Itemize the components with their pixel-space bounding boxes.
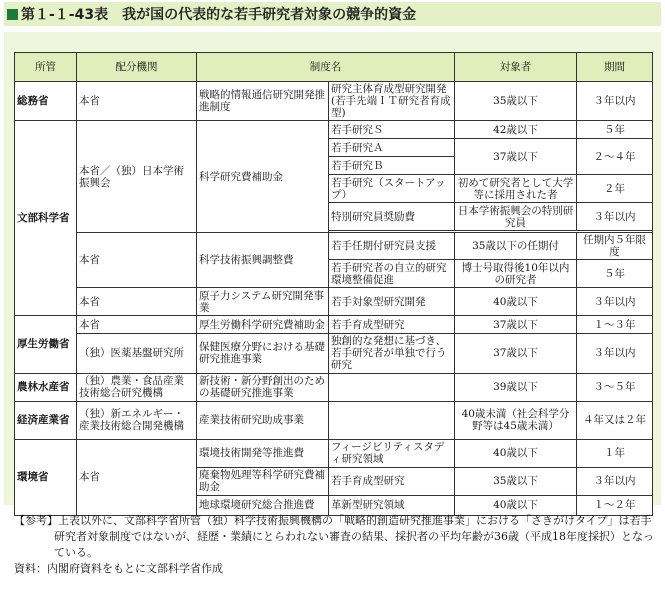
target-cell: 35歳以下の任期付 xyxy=(455,233,577,260)
title-text: 第１-１-43表 我が国の代表的な若手研究者対象の競争的資金 xyxy=(21,7,417,23)
target-cell: 35歳以下 xyxy=(455,467,577,495)
period-cell: ３～５年 xyxy=(577,373,653,401)
period-cell: ５年 xyxy=(577,121,653,139)
subprogram-cell: 特別研究員奨励費 xyxy=(329,203,455,231)
period-cell: ２年 xyxy=(577,175,653,203)
table-header-row xyxy=(15,53,653,82)
table-row xyxy=(15,233,653,260)
table-title xyxy=(4,2,661,26)
period-cell: １～２年 xyxy=(577,495,653,515)
period-cell: ３年以内 xyxy=(577,288,653,316)
target-cell: 39歳以下 xyxy=(455,373,577,401)
target-cell: 日本学術振興会の特別研究員 xyxy=(455,203,577,231)
subprogram-cell: 若手任期付研究員支援 xyxy=(329,233,455,260)
agency-cell: 本省 xyxy=(77,439,197,515)
program-cell: 原子力システム研究開発事業 xyxy=(197,288,329,316)
program-cell: 地球環境研究総合推進費 xyxy=(197,495,329,515)
header-program: 制度名 xyxy=(197,53,455,82)
ministry-cell: 総務省 xyxy=(15,82,77,121)
table-row xyxy=(15,316,653,334)
subprogram-cell: 若手研究Ｓ xyxy=(329,121,455,139)
subprogram-cell: フィージビリティスタディ研究領域 xyxy=(329,439,455,467)
period-cell: １年 xyxy=(577,439,653,467)
table-row xyxy=(15,334,653,373)
table-row xyxy=(15,82,653,121)
ministry-cell: 文部科学省 xyxy=(15,121,77,316)
program-cell: 産業技術研究助成事業 xyxy=(197,401,329,439)
ministry-cell: 環境省 xyxy=(15,439,77,515)
subprogram-cell: 若手育成型研究 xyxy=(329,467,455,495)
subprogram-cell xyxy=(329,401,455,439)
subprogram-cell: 若手育成型研究 xyxy=(329,316,455,334)
subprogram-cell: 若手研究Ａ xyxy=(329,139,455,157)
program-cell: 環境技術開発等推進費 xyxy=(197,439,329,467)
agency-cell: 本省 xyxy=(77,316,197,334)
agency-cell: 本省／（独）日本学術振興会 xyxy=(77,121,197,233)
target-cell: 博士号取得後10年以内の研究者 xyxy=(455,260,577,288)
target-cell: 40歳以下 xyxy=(455,288,577,316)
subprogram-cell: 若手研究者の自立的研究環境整備促進 xyxy=(329,260,455,288)
subprogram-cell: 若手対象型研究開発 xyxy=(329,288,455,316)
table-row xyxy=(15,288,653,316)
header-agency: 配分機関 xyxy=(77,53,197,82)
agency-cell: （独）医薬基盤研究所 xyxy=(77,334,197,373)
agency-cell: 本省 xyxy=(77,82,197,121)
source-note: 資料：内閣府資料をもとに文部科学省作成 xyxy=(14,561,223,575)
agency-cell: 本省 xyxy=(77,233,197,288)
target-cell: 37歳以下 xyxy=(455,316,577,334)
target-cell: 37歳以下 xyxy=(455,139,577,175)
program-cell: 科学研究費補助金 xyxy=(197,121,329,233)
period-cell: ５年 xyxy=(577,260,653,288)
period-cell: ３年以内 xyxy=(577,82,653,121)
program-cell: 厚生労働科学研究費補助金 xyxy=(197,316,329,334)
reference-note: 【参考】上表以外に、文部科学省所管（独）科学技術振興機構の「戦略的創造研究推進事業」における「さきがけタイプ」は若手研究者対象制度ではないが、経歴・業績にとらわれない審査の結果、採択者の平均年齢が36歳（平成18年度採択）となっている。 xyxy=(14,514,654,559)
period-cell: 任期内５年限度 xyxy=(577,233,653,260)
program-cell: 廃棄物処理等科学研究費補助金 xyxy=(197,467,329,495)
agency-cell: （独）新エネルギー・産業技術総合開発機構 xyxy=(77,401,197,439)
ministry-cell: 厚生労働省 xyxy=(15,316,77,373)
subprogram-cell: 独創的な発想に基づき、若手研究者が単独で行う研究 xyxy=(329,334,455,373)
funding-table xyxy=(14,52,653,516)
table-row xyxy=(15,373,653,401)
target-cell: 37歳以下 xyxy=(455,334,577,373)
period-cell: ３年以内 xyxy=(577,334,653,373)
agency-cell: 本省 xyxy=(77,288,197,316)
program-cell: 科学技術振興調整費 xyxy=(197,233,329,288)
program-cell: 新技術・新分野創出のための基礎研究推進事業 xyxy=(197,373,329,401)
period-cell: １～３年 xyxy=(577,316,653,334)
target-cell: 初めて研究者として大学等に採用された者 xyxy=(455,175,577,203)
agency-cell: （独）農業・食品産業技術総合研究機構 xyxy=(77,373,197,401)
target-cell: 40歳以下 xyxy=(455,439,577,467)
program-cell: 戦略的情報通信研究開発推進制度 xyxy=(197,82,329,121)
subprogram-cell: 若手研究（スタートアップ） xyxy=(329,175,455,203)
subprogram-cell: 研究主体育成型研究開発(若手先端ＩＴ研究者育成型) xyxy=(329,82,455,121)
title-square-icon xyxy=(7,9,18,20)
period-cell: ２～４年 xyxy=(577,139,653,175)
period-cell: ３年以内 xyxy=(577,467,653,495)
table-row xyxy=(15,439,653,467)
subprogram-cell xyxy=(329,373,455,401)
header-target: 対象者 xyxy=(455,53,577,82)
subprogram-cell: 革新型研究領域 xyxy=(329,495,455,515)
target-cell: 40歳以下 xyxy=(455,495,577,515)
target-cell: 40歳未満（社会科学分野等は45歳未満） xyxy=(455,401,577,439)
subprogram-cell: 若手研究Ｂ xyxy=(329,157,455,175)
target-cell: 42歳以下 xyxy=(455,121,577,139)
period-cell: ４年又は２年 xyxy=(577,401,653,439)
ministry-cell: 経済産業省 xyxy=(15,401,77,439)
target-cell: 35歳以下 xyxy=(455,82,577,121)
program-cell: 保健医療分野における基礎研究推進事業 xyxy=(197,334,329,373)
header-period: 期間 xyxy=(577,53,653,82)
table-row xyxy=(15,121,653,139)
ministry-cell: 農林水産省 xyxy=(15,373,77,401)
period-cell: ３年以内 xyxy=(577,203,653,231)
table-row xyxy=(15,401,653,439)
header-ministry: 所管 xyxy=(15,53,77,82)
footnotes xyxy=(14,513,654,577)
